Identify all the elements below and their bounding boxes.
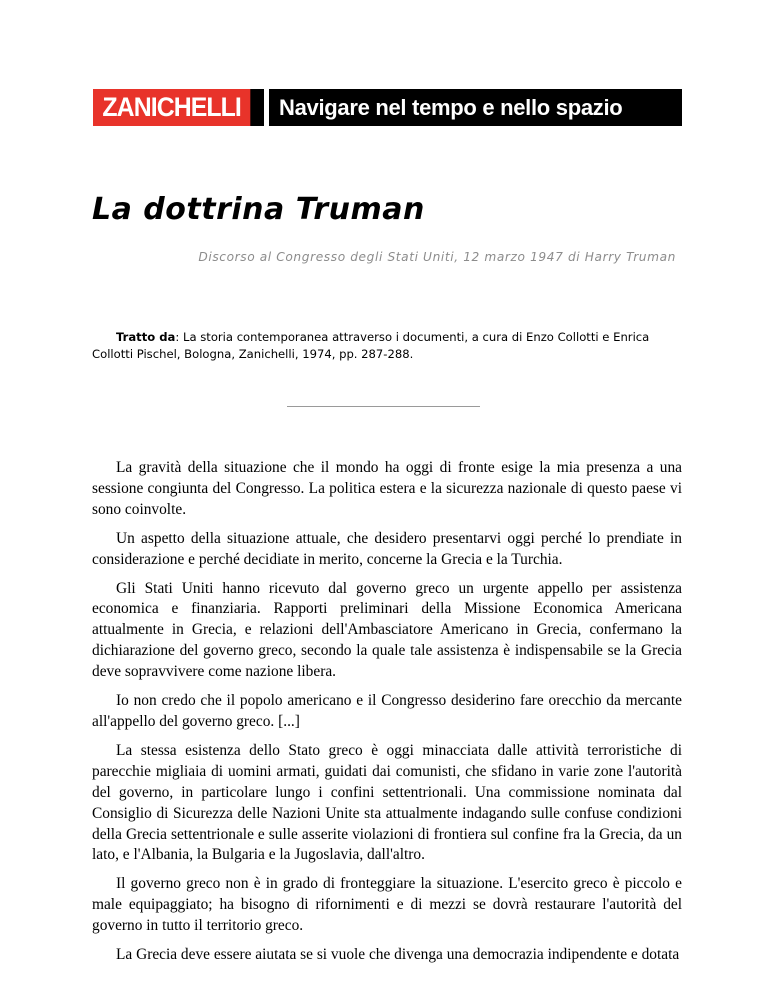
source-label: Tratto da [116,330,176,344]
document-body [92,458,682,974]
banner-tagline: Navigare nel tempo e nello spazio [279,94,623,120]
source-citation [92,329,682,363]
document-title: La dottrina Truman [92,192,425,227]
body-paragraph: La Grecia deve essere aiutata se si vuole che divenga una democrazia indipendente e dotata [116,946,680,964]
body-paragraph: Il governo greco non è in grado di fronteggiare la situazione. L'esercito greco è piccolo e male equipaggiato; ha bisogno di rifornimenti e di mezzi se dovrà restaurare l'autorità del governo in tutto il territorio greco. [92,875,682,935]
body-paragraph: Gli Stati Uniti hanno ricevuto dal governo greco un urgente appello per assistenza economica e finanziaria. Rapporti preliminari della Missione Economica Americana attualmente in Grecia, e relazioni dell'Ambasciatore Americano in Grecia, confermano la dichiarazione del governo greco, secondo la quale tale assistenza è indispensabile se la Grecia deve sopravvivere come nazione libera. [92,579,682,681]
header-banner [93,89,682,126]
body-paragraph: La gravità della situazione che il mondo ha oggi di fronte esige la mia presenza a una sessione congiunta del Congresso. La politica estera e la sicurezza nazionale di questo paese vi sono coinvolte. [92,459,682,518]
zanichelli-logo: ZANICHELLI [93,89,250,126]
body-paragraph: La stessa esistenza dello Stato greco è oggi minacciata dalle attività terroristiche di parecchie migliaia di uomini armati, guidati dai comunisti, che sfidano in varie zone l'autorità del governo, in particolare lungo i confini settentrionali. Una commissione nominata dal Consiglio di Sicurezza delle Nazioni Unite sta attualmente indagando sulle confuse condizioni della Grecia settentrionale e sulle asserite violazioni di frontiera sul confine fra la Grecia, da un lato, e l'Albania, la Bulgaria e la Jugoslavia, dall'altro. [92,741,682,864]
document-subtitle: Discorso al Congresso degli Stati Uniti, 12 marzo 1947 di Harry Truman [198,250,676,264]
body-paragraph: Un aspetto della situazione attuale, che desidero presentarvi oggi perché lo prendiate in considerazione e perché decidiate in merito, concerne la Grecia e la Turchia. [92,529,682,568]
body-paragraph: Io non credo che il popolo americano e il Congresso desiderino fare orecchio da mercante all'appello del governo greco. [...] [92,692,682,730]
source-text: : La storia contemporanea attraverso i documenti, a cura di Enzo Collotti e Enrica Collotti Pischel, Bologna, Zanichelli, 1974, pp. 287-288. [92,330,650,361]
section-divider [287,406,480,407]
